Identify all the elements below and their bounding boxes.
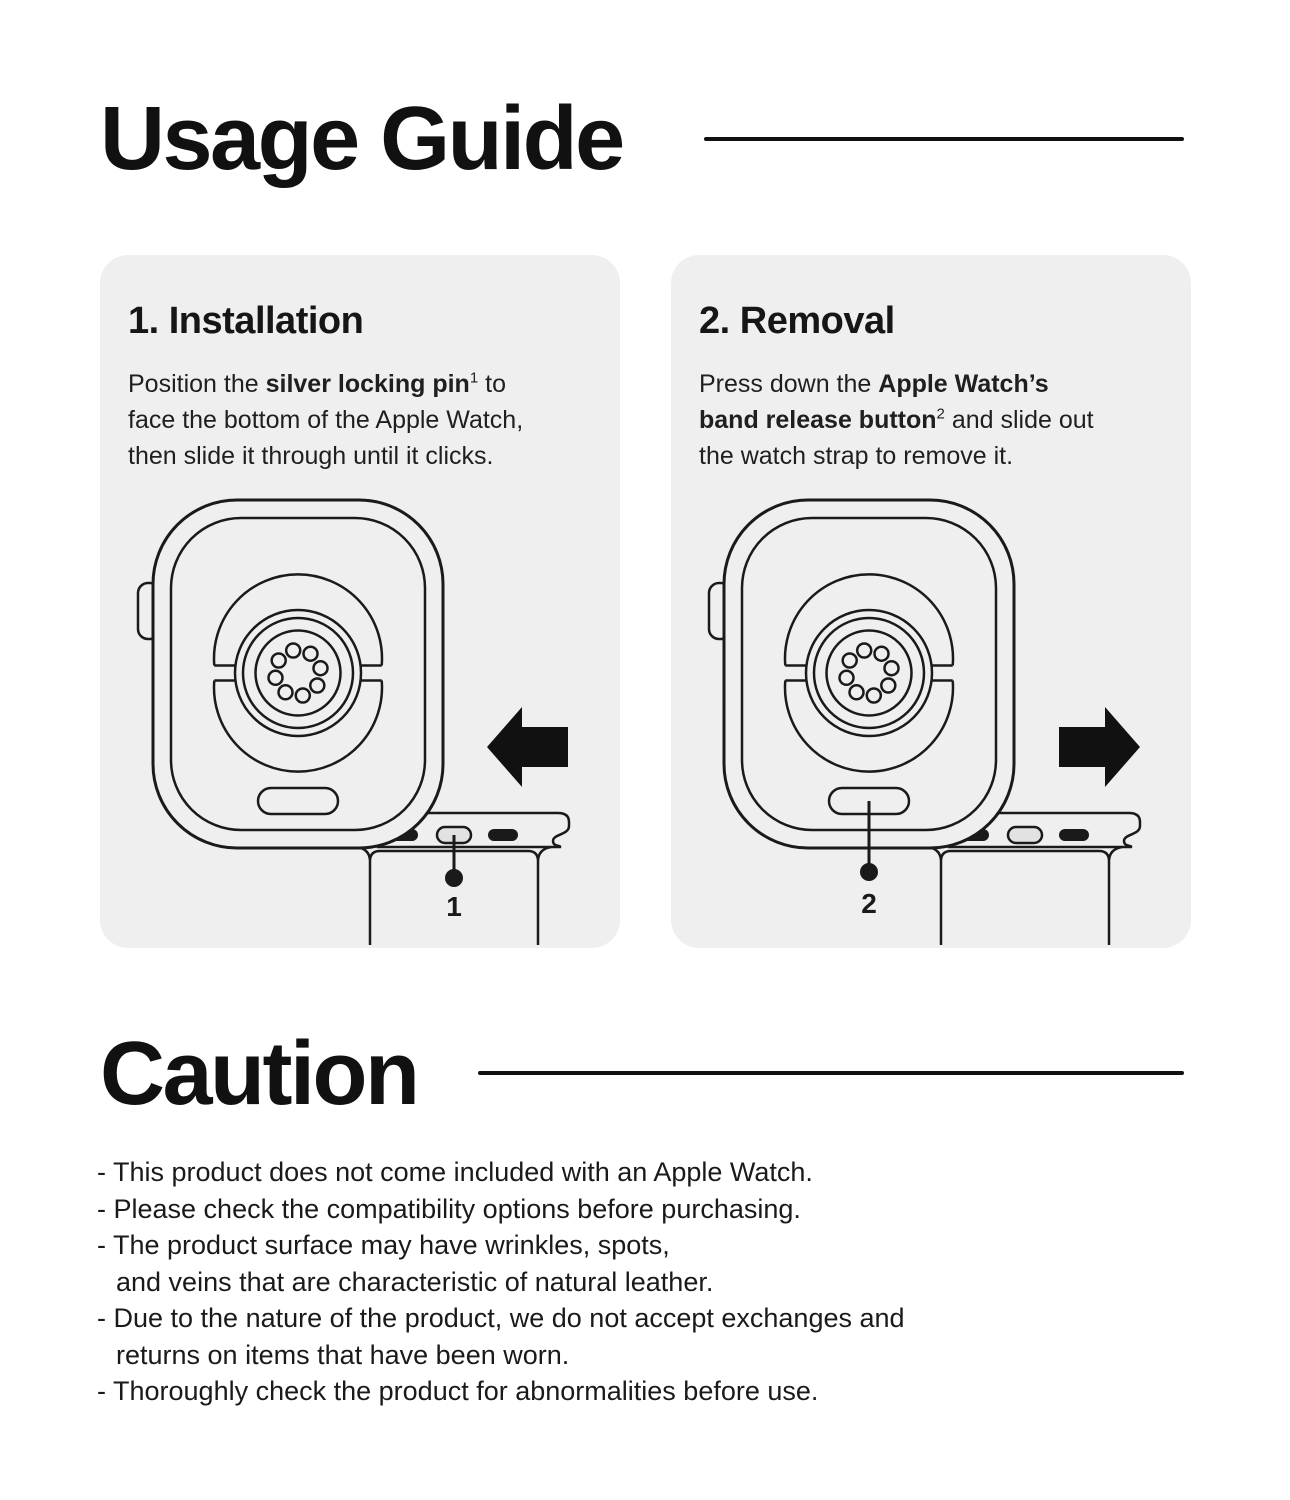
caution-rule bbox=[478, 1071, 1184, 1075]
removal-text: Press down the Apple Watch’s band release button$^2$ and slide out the watch strap to remove it. bbox=[699, 370, 1094, 470]
removal-heading: 2. Removal bbox=[699, 300, 895, 342]
caution-line: - Due to the nature of the product, we do not accept exchanges and bbox=[97, 1303, 905, 1333]
caution-line: returns on items that have been worn. bbox=[116, 1339, 570, 1370]
callout-number: 2 bbox=[861, 888, 877, 919]
watch-back-body bbox=[153, 500, 443, 848]
caution-list bbox=[97, 1154, 1230, 1410]
caution-line: - Thoroughly check the product for abnormalities before use. bbox=[97, 1376, 819, 1406]
watch-back-body bbox=[724, 500, 1014, 848]
usage-guide-rule bbox=[704, 137, 1184, 141]
leader-dot bbox=[445, 869, 463, 887]
caution-line: - The product surface may have wrinkles, spots, bbox=[97, 1230, 670, 1260]
installation-text: Position the silver locking pin$^1$ to face the bottom of the Apple Watch, then slide it through until it clicks. bbox=[128, 369, 524, 470]
strap-right-fillet bbox=[1109, 847, 1122, 860]
arrow-left-icon bbox=[487, 707, 568, 787]
installation-heading: 1. Installation bbox=[128, 300, 364, 342]
arrow-right-icon bbox=[1059, 707, 1140, 787]
watch-band-strap bbox=[941, 851, 1109, 945]
removal-illustration bbox=[671, 495, 1191, 945]
band-slot-dash bbox=[1059, 829, 1089, 841]
caution-line: - Please check the compatibility options before purchasing. bbox=[97, 1193, 801, 1224]
leader-dot bbox=[860, 863, 878, 881]
caution-line: and veins that are characteristic of natural leather. bbox=[116, 1266, 714, 1297]
callout-number: 1 bbox=[446, 891, 462, 922]
installation-card bbox=[100, 255, 620, 948]
installation-illustration bbox=[100, 495, 620, 945]
strap-right-fillet bbox=[538, 847, 551, 860]
silver-locking-pin bbox=[1008, 827, 1042, 843]
removal-card bbox=[671, 255, 1191, 948]
caution-line: - This product does not come included with an Apple Watch. bbox=[97, 1157, 813, 1187]
band-slot-dash bbox=[488, 829, 518, 841]
usage-guide-title: Usage Guide bbox=[100, 89, 623, 189]
caution-title: Caution bbox=[100, 1024, 418, 1124]
